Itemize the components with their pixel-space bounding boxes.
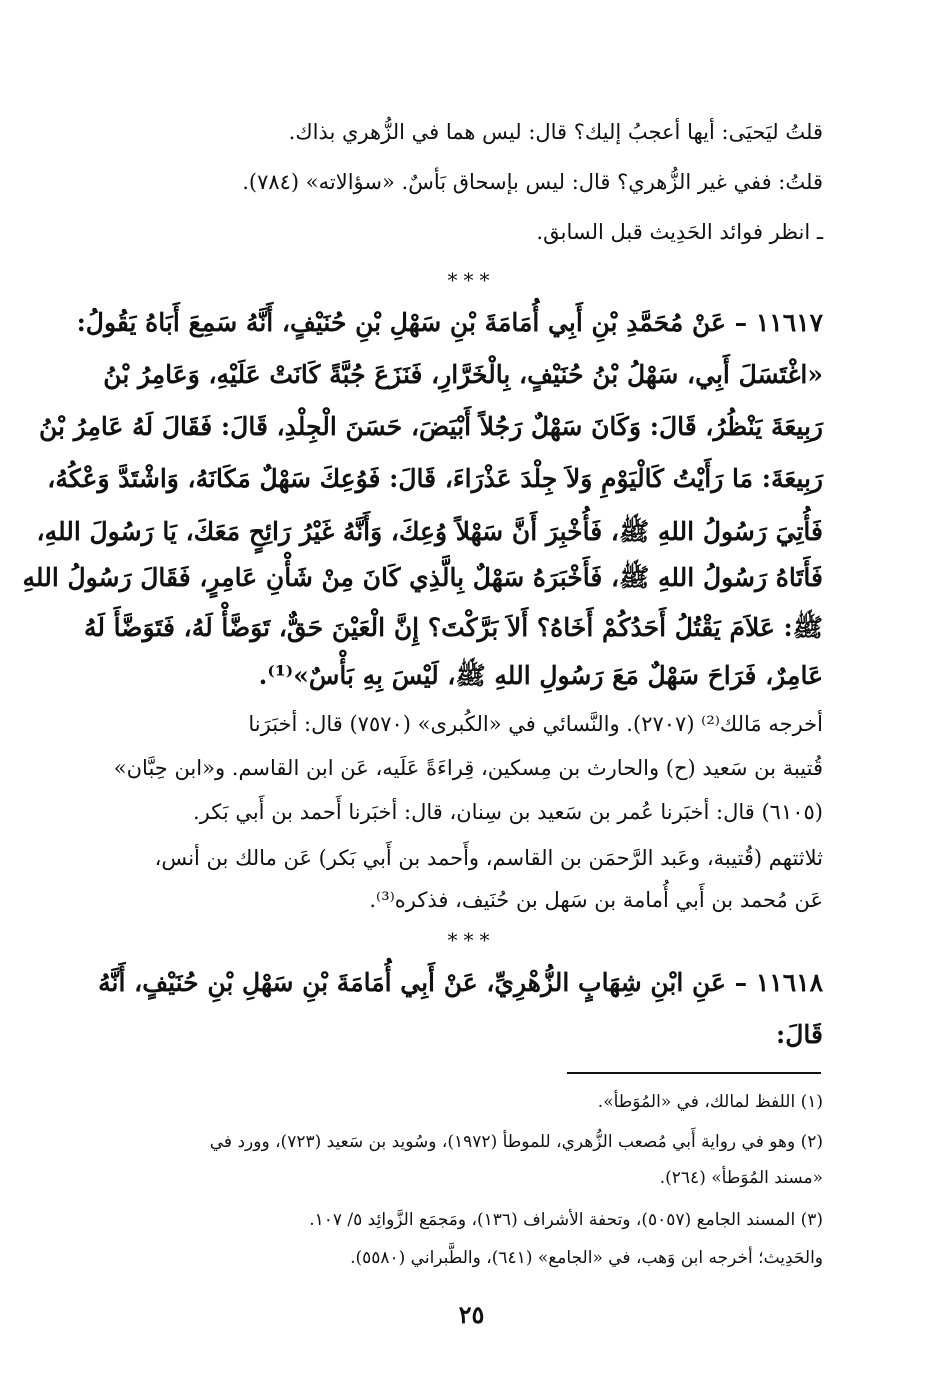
takhrij-line: (٦١٠٥) قال: أخبَرنا عُمر بن سَعيد بن سِنان، قال: أخبَرنا أَحمد بن أَبي بَكر. (192, 800, 823, 824)
hadith-11618-line: قَالَ: (776, 1020, 823, 1049)
hadith-11617-line: ١١٦١٧ – عَنْ مُحَمَّدِ بْنِ أَبِي أُمَامَةَ بْنِ سَهْلِ بْنِ حُنَيْفٍ، أَنَّهُ سَمِعَ أَبَاهُ يَقُولُ: (76, 308, 823, 337)
intro-line: قلتُ ليَحيَى: أيها أعجبُ إليك؟ قال: ليس هما في الزُّهري بذاك. (288, 120, 823, 144)
hadith-11617-line: عَامِرٌ، فَرَاحَ سَهْلٌ مَعَ رَسُولِ اللهِ ﷺ، لَيْسَ بِهِ بَأْسٌ»⁽¹⁾. (258, 661, 823, 690)
takhrij-line: قُتيبة بن سَعيد (ح) والحارث بن مِسكين، قِراءَةً عَلَيه، عَن ابن القاسم. و«ابن حِبَّان» (113, 756, 823, 780)
takhrij-line: عَن مُحمد بن أَبي أُمامة بن سَهل بن حُنَيف، فذكره⁽³⁾. (369, 888, 823, 912)
hadith-11617-line: فَأَتَاهُ رَسُولُ اللهِ ﷺ، فَأَخْبَرَهُ سَهْلٌ بِالَّذِي كَانَ مِنْ شَأْنِ عَامِرٍ، فَقَالَ رَسُولُ اللهِ (22, 563, 823, 592)
separator-stars: *** (447, 928, 496, 952)
hadith-11617-line: رَبِيعَةَ: مَا رَأَيْتُ كَالْيَوْمِ وَلاَ جِلْدَ عَذْرَاءَ، قَالَ: فَوُعِكَ سَهْلٌ مَكَانَهُ، وَاشْتَدَّ وَعْكُهُ، (47, 464, 823, 493)
footnote-line: والحَدِيث؛ أخرجه ابن وَهب، في «الجامع» (٦٤١)، والطَّبراني (٥٥٨٠). (350, 1248, 823, 1268)
page-number: ٢٥ (458, 1300, 485, 1329)
takhrij-line: أخرجه مَالك⁽²⁾ (٢٧٠٧). والنَّسائي في «الكُبرى» (٧٥٧٠) قال: أخبَرَنا (248, 712, 823, 736)
footnote-rule (567, 1072, 821, 1074)
hadith-11617-line: ﷺ: عَلاَمَ يَقْتُلُ أَحَدُكُمْ أَخَاهُ؟ أَلاَ بَرَّكْتَ؟ إِنَّ الْعَيْنَ حَقٌّ، تَوَضَّأْ لَهُ، فَتَوَضَّأَ لَهُ (83, 613, 823, 642)
intro-line: قلتُ: ففي غير الزُّهري؟ قال: ليس بإسحاق بَأسٌ. «سؤالاته» (٧٨٤). (242, 170, 823, 194)
footnote-line: (١) اللفظ لمالك، في «المُوَطأ». (597, 1092, 823, 1112)
hadith-11617-line: فَأُتِيَ رَسُولُ اللهِ ﷺ، فَأُخْبِرَ أَنَّ سَهْلاً وُعِكَ، وَأَنَّهُ غَيْرُ رَائِحٍ مَعَكَ، يَا رَسُولَ اللهِ، (36, 517, 823, 546)
hadith-11617-line: رَبِيعَةَ يَنْظُرُ، قَالَ: وَكَانَ سَهْلٌ رَجُلاً أَبْيَضَ، حَسَنَ الْجِلْدِ، قَالَ: فَقَالَ لَهُ عَامِرُ بْنُ (39, 412, 823, 441)
hadith-11618-line: ١١٦١٨ – عَنِ ابْنِ شِهَابٍ الزُّهْرِيِّ، عَنْ أَبِي أُمَامَةَ بْنِ سَهْلِ بْنِ حُنَيْفٍ، أَنَّهُ (98, 968, 823, 997)
intro-line: ـ انظر فوائد الحَدِيث قبل السابق. (536, 220, 823, 244)
hadith-11617-line: «اغْتَسَلَ أَبِي، سَهْلُ بْنُ حُنَيْفٍ، بِالْخَرَّارِ، فَنَزَعَ جُبَّةً كَانَتْ عَلَيْهِ، وَعَامِرُ بْنُ (103, 360, 823, 389)
footnote-line: (٢) وهو في رواية أَبي مُصعب الزُّهري، للموطأ (١٩٧٢)، وسُويد بن سَعيد (٧٢٣)، وورد في (209, 1132, 823, 1152)
separator-stars: *** (447, 268, 496, 292)
takhrij-line: ثلاثتهم (قُتيبة، وعَبد الرَّحمَن بن القاسم، وأَحمد بن أَبي بَكر) عَن مالك بن أنس، (154, 846, 823, 870)
footnote-line: «مسند المُوَطأ» (٢٦٤). (659, 1168, 823, 1188)
footnote-line: (٣) المسند الجامع (٥٠٥٧)، وتحفة الأشراف (١٣٦)، ومَجمَع الزَّوائِد ٥/ ١٠٧. (309, 1210, 823, 1230)
